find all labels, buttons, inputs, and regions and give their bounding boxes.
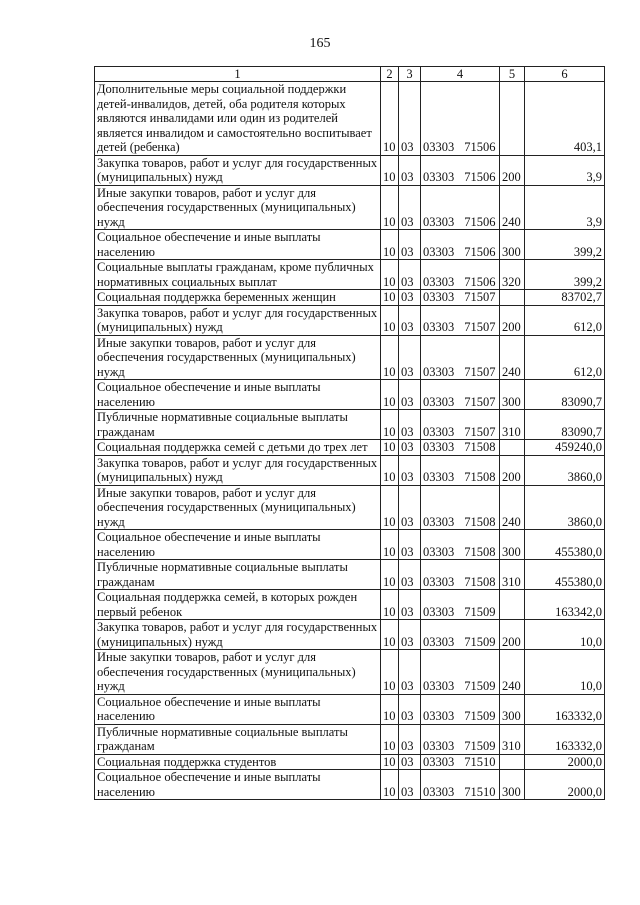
page-number: 165 [309, 36, 331, 51]
row-target-article [421, 185, 500, 230]
table-row [95, 380, 605, 410]
row-name: Социальная поддержка семей, в которых рожден первый ребенок [95, 590, 381, 620]
row-target-article-direction: 71509 [464, 739, 496, 753]
table-row [95, 770, 605, 800]
row-section: 10 [381, 185, 399, 230]
row-subsection: 03 [399, 770, 421, 800]
row-target-article-program: 03303 [423, 754, 455, 769]
row-target-article-direction: 71506 [464, 170, 496, 184]
row-section: 10 [381, 380, 399, 410]
table-row [95, 82, 605, 156]
table-row [95, 485, 605, 530]
row-expense-type: 200 [500, 620, 525, 650]
row-expense-type: 310 [500, 724, 525, 754]
header-col-6: 6 [525, 67, 605, 82]
row-target-article-program: 03303 [423, 320, 455, 334]
row-expense-type: 200 [500, 155, 525, 185]
row-subsection: 03 [399, 305, 421, 335]
row-target-article-direction: 71509 [464, 604, 496, 619]
row-section: 10 [381, 230, 399, 260]
row-amount: 163342,0 [525, 590, 605, 620]
row-name: Дополнительные меры социальной поддержки детей-инвалидов, детей, оба родителя которых являются инвалидами или один из родителей является инвалидом и самостоятельно воспитывает детей (ребенка) [95, 82, 381, 156]
row-name: Социальное обеспечение и иные выплаты населению [95, 380, 381, 410]
row-amount: 459240,0 [525, 440, 605, 456]
row-target-article [421, 694, 500, 724]
row-target-article-program: 03303 [423, 784, 455, 799]
row-section: 10 [381, 155, 399, 185]
row-amount: 455380,0 [525, 560, 605, 590]
header-col-2: 2 [381, 67, 399, 82]
row-name: Публичные нормативные социальные выплаты гражданам [95, 724, 381, 754]
row-target-article-direction: 71510 [464, 784, 496, 799]
row-target-article-program: 03303 [423, 170, 455, 184]
row-expense-type: 310 [500, 560, 525, 590]
row-amount: 612,0 [525, 335, 605, 380]
row-subsection: 03 [399, 155, 421, 185]
table-row [95, 590, 605, 620]
row-expense-type: 320 [500, 260, 525, 290]
row-section: 10 [381, 485, 399, 530]
row-target-article-direction: 71509 [464, 709, 496, 723]
row-name: Иные закупки товаров, работ и услуг для обеспечения государственных (муниципальных) нужд [95, 485, 381, 530]
header-col-3: 3 [399, 67, 421, 82]
row-section: 10 [381, 290, 399, 306]
row-expense-type: 200 [500, 305, 525, 335]
row-target-article [421, 530, 500, 560]
row-amount: 455380,0 [525, 530, 605, 560]
row-target-article-program: 03303 [423, 739, 455, 753]
row-target-article-direction: 71509 [464, 679, 496, 693]
row-target-article-program: 03303 [423, 514, 455, 529]
row-subsection: 03 [399, 650, 421, 695]
row-target-article [421, 590, 500, 620]
row-name: Иные закупки товаров, работ и услуг для обеспечения государственных (муниципальных) нужд [95, 650, 381, 695]
row-target-article-direction: 71507 [464, 290, 496, 304]
row-name: Социальные выплаты гражданам, кроме публичных нормативных социальных выплат [95, 260, 381, 290]
table-row [95, 560, 605, 590]
row-target-article [421, 82, 500, 156]
row-target-article [421, 650, 500, 695]
table-row [95, 260, 605, 290]
row-name: Иные закупки товаров, работ и услуг для обеспечения государственных (муниципальных) нужд [95, 185, 381, 230]
row-target-article-direction: 71508 [464, 574, 496, 589]
row-section: 10 [381, 724, 399, 754]
row-target-article [421, 155, 500, 185]
row-target-article [421, 290, 500, 306]
row-subsection: 03 [399, 754, 421, 770]
row-expense-type: 310 [500, 410, 525, 440]
table-row [95, 290, 605, 306]
row-target-article-direction: 71509 [464, 634, 496, 649]
row-target-article [421, 754, 500, 770]
row-section: 10 [381, 694, 399, 724]
row-amount: 612,0 [525, 305, 605, 335]
row-target-article-direction: 71507 [464, 424, 496, 439]
row-amount: 3,9 [525, 155, 605, 185]
table-row [95, 694, 605, 724]
row-target-article-direction: 71508 [464, 544, 496, 559]
row-subsection: 03 [399, 485, 421, 530]
table-row [95, 620, 605, 650]
row-expense-type [500, 754, 525, 770]
row-target-article-program: 03303 [423, 214, 455, 229]
table-row [95, 650, 605, 695]
row-expense-type: 240 [500, 650, 525, 695]
table-row [95, 185, 605, 230]
row-expense-type [500, 82, 525, 156]
row-target-article [421, 620, 500, 650]
row-amount: 399,2 [525, 230, 605, 260]
row-target-article [421, 410, 500, 440]
row-subsection: 03 [399, 530, 421, 560]
row-target-article-direction: 71508 [464, 514, 496, 529]
row-name: Социальное обеспечение и иные выплаты населению [95, 230, 381, 260]
row-name: Социальное обеспечение и иные выплаты населению [95, 770, 381, 800]
row-target-article-direction: 71506 [464, 244, 496, 259]
row-section: 10 [381, 620, 399, 650]
row-target-article [421, 440, 500, 456]
row-expense-type: 300 [500, 694, 525, 724]
row-subsection: 03 [399, 335, 421, 380]
row-section: 10 [381, 530, 399, 560]
table-row [95, 155, 605, 185]
row-target-article [421, 305, 500, 335]
row-target-article-program: 03303 [423, 679, 455, 693]
row-name: Закупка товаров, работ и услуг для государственных (муниципальных) нужд [95, 455, 381, 485]
row-target-article-program: 03303 [423, 470, 455, 484]
row-amount: 163332,0 [525, 694, 605, 724]
row-subsection: 03 [399, 440, 421, 456]
row-target-article-program: 03303 [423, 709, 455, 723]
row-target-article [421, 724, 500, 754]
row-target-article [421, 455, 500, 485]
row-section: 10 [381, 260, 399, 290]
row-target-article [421, 560, 500, 590]
row-section: 10 [381, 560, 399, 590]
row-name: Закупка товаров, работ и услуг для государственных (муниципальных) нужд [95, 155, 381, 185]
table-row [95, 410, 605, 440]
row-name: Закупка товаров, работ и услуг для государственных (муниципальных) нужд [95, 305, 381, 335]
budget-table [94, 66, 605, 800]
row-target-article-program: 03303 [423, 424, 455, 439]
table-row [95, 440, 605, 456]
row-target-article-direction: 71508 [464, 470, 496, 484]
row-name: Социальная поддержка студентов [95, 754, 381, 770]
row-subsection: 03 [399, 185, 421, 230]
row-name: Публичные нормативные социальные выплаты гражданам [95, 560, 381, 590]
row-target-article-program: 03303 [423, 440, 455, 454]
row-subsection: 03 [399, 290, 421, 306]
row-target-article [421, 770, 500, 800]
table-row [95, 455, 605, 485]
row-target-article-direction: 71508 [464, 440, 496, 454]
row-target-article [421, 485, 500, 530]
row-amount: 3860,0 [525, 485, 605, 530]
row-target-article-program: 03303 [423, 604, 455, 619]
row-target-article-program: 03303 [423, 290, 455, 304]
header-col-1: 1 [95, 67, 381, 82]
row-section: 10 [381, 770, 399, 800]
row-amount: 399,2 [525, 260, 605, 290]
row-section: 10 [381, 410, 399, 440]
row-subsection: 03 [399, 82, 421, 156]
row-amount: 83090,7 [525, 380, 605, 410]
row-amount: 83702,7 [525, 290, 605, 306]
row-expense-type: 300 [500, 380, 525, 410]
table-row [95, 724, 605, 754]
row-target-article-program: 03303 [423, 394, 455, 409]
row-section: 10 [381, 754, 399, 770]
row-target-article-direction: 71506 [464, 274, 496, 289]
row-target-article-program: 03303 [423, 574, 455, 589]
row-name: Закупка товаров, работ и услуг для государственных (муниципальных) нужд [95, 620, 381, 650]
row-subsection: 03 [399, 230, 421, 260]
row-target-article-program: 03303 [423, 364, 455, 379]
row-target-article-direction: 71506 [464, 140, 496, 154]
row-expense-type [500, 590, 525, 620]
row-section: 10 [381, 440, 399, 456]
row-target-article-direction: 71507 [464, 364, 496, 379]
row-target-article-direction: 71507 [464, 320, 496, 334]
row-target-article-program: 03303 [423, 634, 455, 649]
row-target-article-program: 03303 [423, 274, 455, 289]
row-section: 10 [381, 455, 399, 485]
table-row [95, 230, 605, 260]
row-expense-type: 300 [500, 530, 525, 560]
row-amount: 10,0 [525, 650, 605, 695]
row-target-article-program: 03303 [423, 544, 455, 559]
row-expense-type [500, 440, 525, 456]
row-section: 10 [381, 82, 399, 156]
row-expense-type: 300 [500, 770, 525, 800]
row-target-article-program: 03303 [423, 140, 455, 154]
row-target-article-direction: 71506 [464, 214, 496, 229]
row-subsection: 03 [399, 455, 421, 485]
table-row [95, 530, 605, 560]
row-amount: 3,9 [525, 185, 605, 230]
row-section: 10 [381, 590, 399, 620]
header-col-4: 4 [421, 67, 500, 82]
header-row [95, 67, 605, 82]
row-section: 10 [381, 305, 399, 335]
row-expense-type: 300 [500, 230, 525, 260]
row-name: Социальное обеспечение и иные выплаты населению [95, 530, 381, 560]
row-amount: 163332,0 [525, 724, 605, 754]
row-target-article [421, 230, 500, 260]
row-expense-type: 240 [500, 335, 525, 380]
row-target-article [421, 335, 500, 380]
row-amount: 2000,0 [525, 754, 605, 770]
row-target-article [421, 260, 500, 290]
row-name: Социальное обеспечение и иные выплаты населению [95, 694, 381, 724]
table-row [95, 335, 605, 380]
table-row [95, 754, 605, 770]
row-amount: 10,0 [525, 620, 605, 650]
row-subsection: 03 [399, 560, 421, 590]
row-expense-type [500, 290, 525, 306]
table-row [95, 305, 605, 335]
row-amount: 3860,0 [525, 455, 605, 485]
row-name: Социальная поддержка семей с детьми до трех лет [95, 440, 381, 456]
table-body [95, 82, 605, 800]
row-name: Публичные нормативные социальные выплаты гражданам [95, 410, 381, 440]
row-section: 10 [381, 650, 399, 695]
row-subsection: 03 [399, 590, 421, 620]
row-expense-type: 240 [500, 485, 525, 530]
row-name: Социальная поддержка беременных женщин [95, 290, 381, 306]
row-amount: 2000,0 [525, 770, 605, 800]
row-subsection: 03 [399, 380, 421, 410]
row-target-article [421, 380, 500, 410]
row-subsection: 03 [399, 724, 421, 754]
row-subsection: 03 [399, 410, 421, 440]
header-col-5: 5 [500, 67, 525, 82]
row-amount: 403,1 [525, 82, 605, 156]
row-subsection: 03 [399, 620, 421, 650]
row-expense-type: 200 [500, 455, 525, 485]
row-name: Иные закупки товаров, работ и услуг для обеспечения государственных (муниципальных) нужд [95, 335, 381, 380]
row-section: 10 [381, 335, 399, 380]
row-target-article-direction: 71507 [464, 394, 496, 409]
row-subsection: 03 [399, 694, 421, 724]
row-target-article-program: 03303 [423, 244, 455, 259]
row-expense-type: 240 [500, 185, 525, 230]
row-amount: 83090,7 [525, 410, 605, 440]
row-target-article-direction: 71510 [464, 754, 496, 769]
row-subsection: 03 [399, 260, 421, 290]
